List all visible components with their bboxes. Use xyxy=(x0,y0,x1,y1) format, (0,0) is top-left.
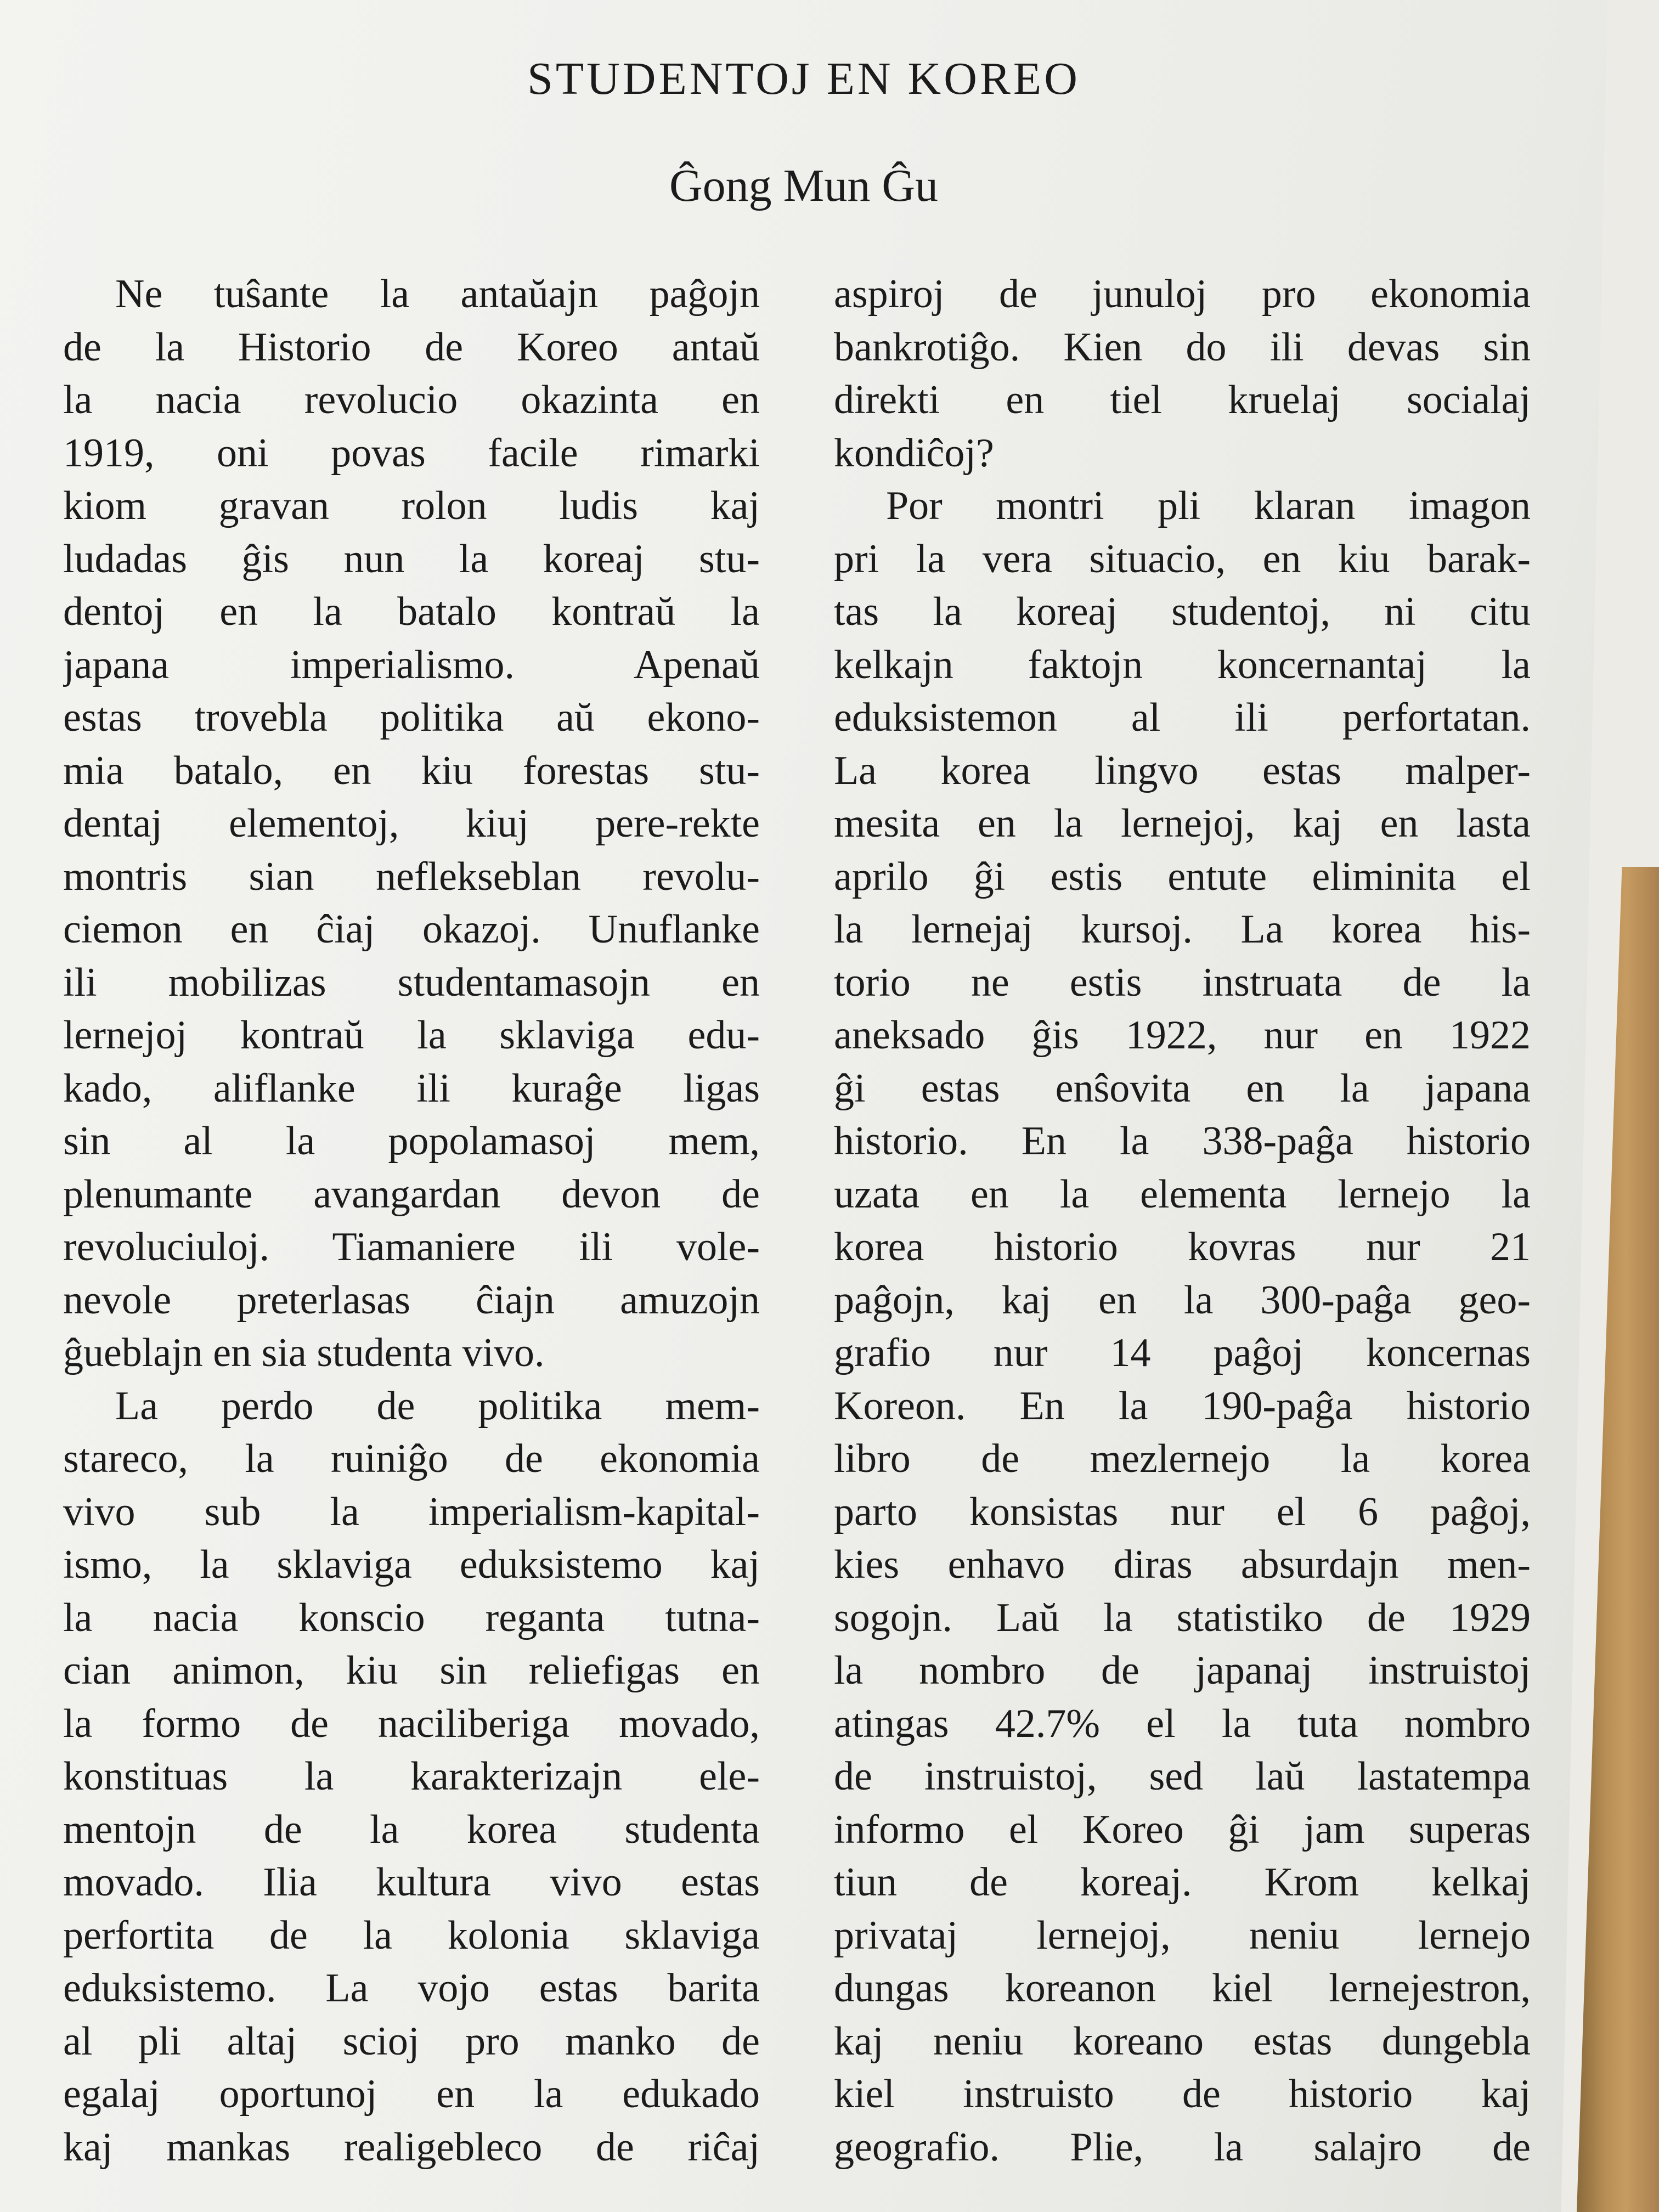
text-line: aneksado ĝis 1922, nur en 1922 xyxy=(834,1013,1531,1058)
text-column-left xyxy=(63,268,760,2174)
text-line: La perdo de politika mem- xyxy=(115,1383,760,1429)
text-line: plenumante avangardan devon de xyxy=(63,1171,760,1217)
text-line: kaj neniu koreano estas dungebla xyxy=(834,2018,1531,2064)
text-line: ili mobilizas studentamasojn en xyxy=(63,960,760,1005)
text-line: japana imperialismo. Apenaŭ xyxy=(63,642,760,687)
text-line: informo el Koreo ĝi jam superas xyxy=(834,1807,1531,1852)
text-line: la lernejaj kursoj. La korea his- xyxy=(834,907,1531,952)
text-line: torio ne estis instruata de la xyxy=(834,960,1531,1005)
text-line: de instruistoj, sed laŭ lastatempa xyxy=(834,1754,1531,1799)
text-line: tiun de koreaj. Krom kelkaj xyxy=(834,1860,1531,1905)
article-title: STUDENTOJ EN KOREO xyxy=(527,53,1080,104)
text-line: mesita en la lernejoj, kaj en lasta xyxy=(834,801,1531,846)
text-line: korea historio kovras nur 21 xyxy=(834,1224,1531,1269)
wooden-surface xyxy=(1577,867,1659,2212)
text-line: kies enhavo diras absurdajn men- xyxy=(834,1542,1531,1587)
text-line: ismo, la sklaviga eduksistemo kaj xyxy=(63,1542,760,1587)
text-line: nevole preterlasas ĉiajn amuzojn xyxy=(63,1277,760,1323)
text-line: ĝi estas enŝovita en la japana xyxy=(834,1065,1531,1111)
text-line: revoluciuloj. Tiamaniere ili vole- xyxy=(63,1224,760,1269)
text-line: eduksistemo. La vojo estas barita xyxy=(63,1966,760,2011)
text-line: uzata en la elementa lernejo la xyxy=(834,1171,1531,1217)
text-line: lernejoj kontraŭ la sklaviga edu- xyxy=(63,1013,760,1058)
text-line: dungas koreanon kiel lernejestron, xyxy=(834,1966,1531,2011)
text-line: konstituas la karakterizajn ele- xyxy=(63,1754,760,1799)
text-line: al pli altaj scioj pro manko de xyxy=(63,2018,760,2064)
text-line: kiel instruisto de historio kaj xyxy=(834,2072,1531,2117)
text-line: estas trovebla politika aŭ ekono- xyxy=(63,695,760,740)
text-line: bankrotiĝo. Kien do ili devas sin xyxy=(834,324,1531,370)
text-line: la nacia revolucio okazinta en xyxy=(63,377,760,422)
text-line: aspiroj de junuloj pro ekonomia xyxy=(834,272,1531,317)
text-line: pri la vera situacio, en kiu barak- xyxy=(834,536,1531,582)
text-line: dentaj elementoj, kiuj pere-rekte xyxy=(63,801,760,846)
text-line: parto konsistas nur el 6 paĝoj, xyxy=(834,1489,1531,1534)
text-line: movado. Ilia kultura vivo estas xyxy=(63,1860,760,1905)
text-line: geografio. Plie, la salajro de xyxy=(834,2124,1531,2170)
text-line: cian animon, kiu sin reliefigas en xyxy=(63,1648,760,1693)
text-line: la nacia konscio reganta tutna- xyxy=(63,1595,760,1640)
text-line: Ne tuŝante la antaŭajn paĝojn xyxy=(115,272,760,317)
text-line: kelkajn faktojn koncernantaj la xyxy=(834,642,1531,687)
text-line: ludadas ĝis nun la koreaj stu- xyxy=(63,536,760,582)
text-line: vivo sub la imperialism-kapital- xyxy=(63,1489,760,1534)
text-line: La korea lingvo estas malper- xyxy=(834,748,1531,793)
text-line: dentoj en la batalo kontraŭ la xyxy=(63,589,760,634)
text-line: la formo de naciliberiga movado, xyxy=(63,1701,760,1746)
text-line: paĝojn, kaj en la 300-paĝa geo- xyxy=(834,1277,1531,1323)
text-line: ĝueblajn en sia studenta vivo. xyxy=(63,1330,545,1375)
text-line: historio. En la 338-paĝa historio xyxy=(834,1119,1531,1164)
text-line: kondiĉoj? xyxy=(834,430,994,476)
text-line: kiom gravan rolon ludis kaj xyxy=(63,483,760,528)
text-line: libro de mezlernejo la korea xyxy=(834,1436,1531,1481)
article-author: Ĝong Mun Ĝu xyxy=(669,160,938,211)
text-line: Koreon. En la 190-paĝa historio xyxy=(834,1383,1531,1429)
text-line: 1919, oni povas facile rimarki xyxy=(63,430,760,476)
text-column-right xyxy=(834,268,1531,2174)
text-line: sin al la popolamasoj mem, xyxy=(63,1119,760,1164)
text-line: stareco, la ruiniĝo de ekonomia xyxy=(63,1436,760,1481)
text-line: Por montri pli klaran imagon xyxy=(886,483,1531,528)
text-line: de la Historio de Koreo antaŭ xyxy=(63,324,760,370)
text-line: la nombro de japanaj instruistoj xyxy=(834,1648,1531,1693)
text-line: grafio nur 14 paĝoj koncernas xyxy=(834,1330,1531,1375)
text-line: aprilo ĝi estis entute eliminita el xyxy=(834,854,1531,899)
text-line: mia batalo, en kiu forestas stu- xyxy=(63,748,760,793)
text-line: perfortita de la kolonia sklaviga xyxy=(63,1912,760,1958)
text-line: montris sian neflekseblan revolu- xyxy=(63,854,760,899)
text-line: ciemon en ĉiaj okazoj. Unuflanke xyxy=(63,907,760,952)
text-line: kado, aliflanke ili kuraĝe ligas xyxy=(63,1065,760,1111)
text-line: mentojn de la korea studenta xyxy=(63,1807,760,1852)
text-line: eduksistemon al ili perfortatan. xyxy=(834,695,1531,740)
text-line: egalaj oportunoj en la edukado xyxy=(63,2072,760,2117)
text-line: atingas 42.7% el la tuta nombro xyxy=(834,1701,1531,1746)
text-line: kaj mankas realigebleco de riĉaj xyxy=(63,2124,760,2170)
text-line: tas la koreaj studentoj, ni citu xyxy=(834,589,1531,634)
text-line: direkti en tiel kruelaj socialaj xyxy=(834,377,1531,422)
text-line: privataj lernejoj, neniu lernejo xyxy=(834,1912,1531,1958)
text-line: sogojn. Laŭ la statistiko de 1929 xyxy=(834,1595,1531,1640)
